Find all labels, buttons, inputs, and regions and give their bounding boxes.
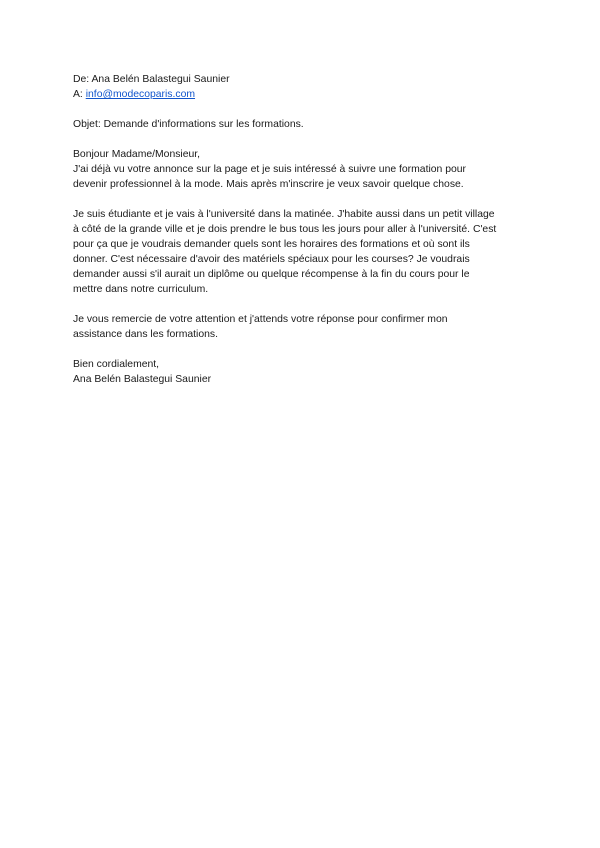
from-label: De: bbox=[73, 74, 90, 85]
spacer bbox=[73, 297, 533, 312]
paragraph3-line: Je vous remercie de votre attention et j'attends votre réponse pour confirmer mon bbox=[73, 314, 448, 325]
paragraph1-line: devenir professionnel à la mode. Mais après m'inscrire je veux savoir quelque chose. bbox=[73, 179, 464, 190]
spacer bbox=[73, 132, 533, 147]
paragraph2-line: Je suis étudiante et je vais à l'université dans la matinée. J'habite aussi dans un petit village bbox=[73, 209, 495, 220]
from-line bbox=[73, 72, 533, 87]
spacer bbox=[73, 192, 533, 207]
paragraph3-line: assistance dans les formations. bbox=[73, 329, 218, 340]
paragraph2-line: demander aussi s'il aurait un diplôme ou quelque récompense à la fin du cours pour le bbox=[73, 269, 470, 280]
paragraph1-line: J'ai déjà vu votre annonce sur la page et je suis intéressé à suivre une formation pour bbox=[73, 164, 467, 175]
to-line bbox=[73, 87, 533, 102]
to-label: A: bbox=[73, 89, 83, 100]
closing: Bien cordialement, bbox=[73, 359, 160, 370]
from-name: Ana Belén Balastegui Saunier bbox=[91, 74, 230, 85]
paragraph2-line: donner. C'est nécessaire d'avoir des matériels spéciaux pour les courses? Je voudrais bbox=[73, 254, 470, 265]
to-email-link[interactable]: info@modecoparis.com bbox=[85, 89, 196, 100]
spacer bbox=[73, 342, 533, 357]
paragraph2-line: pour ça que je voudrais demander quels sont les horaires des formations et où sont ils bbox=[73, 239, 470, 250]
salutation: Bonjour Madame/Monsieur, bbox=[73, 149, 201, 160]
paragraph2-line: à côté de la grande ville et je dois prendre le bus tous les jours pour aller à l'université. C'est bbox=[73, 224, 497, 235]
paragraph2-line: mettre dans notre curriculum. bbox=[73, 284, 209, 295]
subject-line: Objet: Demande d'informations sur les formations. bbox=[73, 119, 304, 130]
signature: Ana Belén Balastegui Saunier bbox=[73, 374, 212, 385]
letter-body bbox=[73, 72, 533, 387]
spacer bbox=[73, 102, 533, 117]
